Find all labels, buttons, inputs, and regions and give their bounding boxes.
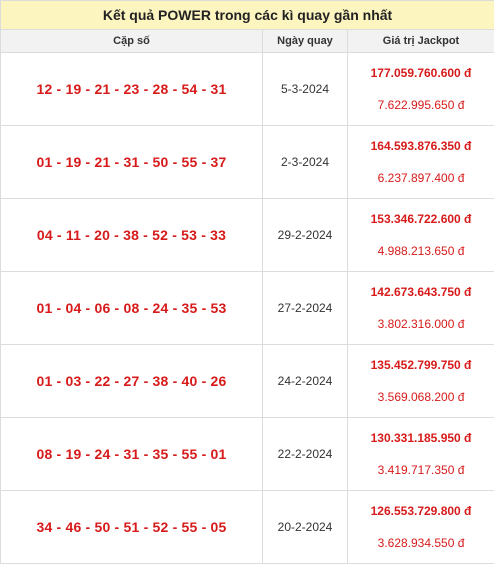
draw-date: 2-3-2024 <box>263 126 348 199</box>
header-jackpot: Giá trị Jackpot <box>348 30 494 53</box>
draw-date: 22-2-2024 <box>263 418 348 491</box>
table-title: Kết quả POWER trong các kì quay gần nhất <box>1 1 494 30</box>
drawn-numbers: 34 - 46 - 50 - 51 - 52 - 55 - 05 <box>1 491 263 564</box>
jackpot-2-value: 3.569.068.200 đ <box>348 390 494 404</box>
table-row <box>1 53 494 126</box>
table-row <box>1 199 494 272</box>
jackpot-1-value: 135.452.799.750 đ <box>348 358 494 372</box>
jackpot-1-value: 130.331.185.950 đ <box>348 431 494 445</box>
jackpot-1-value: 126.553.729.800 đ <box>348 504 494 518</box>
drawn-numbers: 08 - 19 - 24 - 31 - 35 - 55 - 01 <box>1 418 263 491</box>
jackpot-cell <box>348 126 494 199</box>
drawn-numbers: 04 - 11 - 20 - 38 - 52 - 53 - 33 <box>1 199 263 272</box>
header-row <box>1 30 494 53</box>
table-row <box>1 418 494 491</box>
jackpot-2-value: 3.628.934.550 đ <box>348 536 494 550</box>
draw-date: 27-2-2024 <box>263 272 348 345</box>
drawn-numbers: 12 - 19 - 21 - 23 - 28 - 54 - 31 <box>1 53 263 126</box>
draw-date: 20-2-2024 <box>263 491 348 564</box>
drawn-numbers: 01 - 03 - 22 - 27 - 38 - 40 - 26 <box>1 345 263 418</box>
jackpot-cell <box>348 491 494 564</box>
jackpot-cell <box>348 345 494 418</box>
jackpot-1-value: 142.673.643.750 đ <box>348 285 494 299</box>
table-row <box>1 491 494 564</box>
jackpot-2-value: 3.802.316.000 đ <box>348 317 494 331</box>
drawn-numbers: 01 - 19 - 21 - 31 - 50 - 55 - 37 <box>1 126 263 199</box>
draw-date: 24-2-2024 <box>263 345 348 418</box>
draw-date: 29-2-2024 <box>263 199 348 272</box>
jackpot-2-value: 6.237.897.400 đ <box>348 171 494 185</box>
jackpot-cell <box>348 418 494 491</box>
jackpot-2-value: 3.419.717.350 đ <box>348 463 494 477</box>
header-numbers: Cặp số <box>1 30 263 53</box>
jackpot-cell <box>348 199 494 272</box>
jackpot-1-value: 153.346.722.600 đ <box>348 212 494 226</box>
header-date: Ngày quay <box>263 30 348 53</box>
jackpot-1-value: 177.059.760.600 đ <box>348 66 494 80</box>
table-row <box>1 272 494 345</box>
jackpot-1-value: 164.593.876.350 đ <box>348 139 494 153</box>
title-row <box>1 1 494 30</box>
draw-date: 5-3-2024 <box>263 53 348 126</box>
jackpot-cell <box>348 53 494 126</box>
jackpot-2-value: 7.622.995.650 đ <box>348 98 494 112</box>
table-row <box>1 126 494 199</box>
table-row <box>1 345 494 418</box>
jackpot-cell <box>348 272 494 345</box>
jackpot-2-value: 4.988.213.650 đ <box>348 244 494 258</box>
drawn-numbers: 01 - 04 - 06 - 08 - 24 - 35 - 53 <box>1 272 263 345</box>
